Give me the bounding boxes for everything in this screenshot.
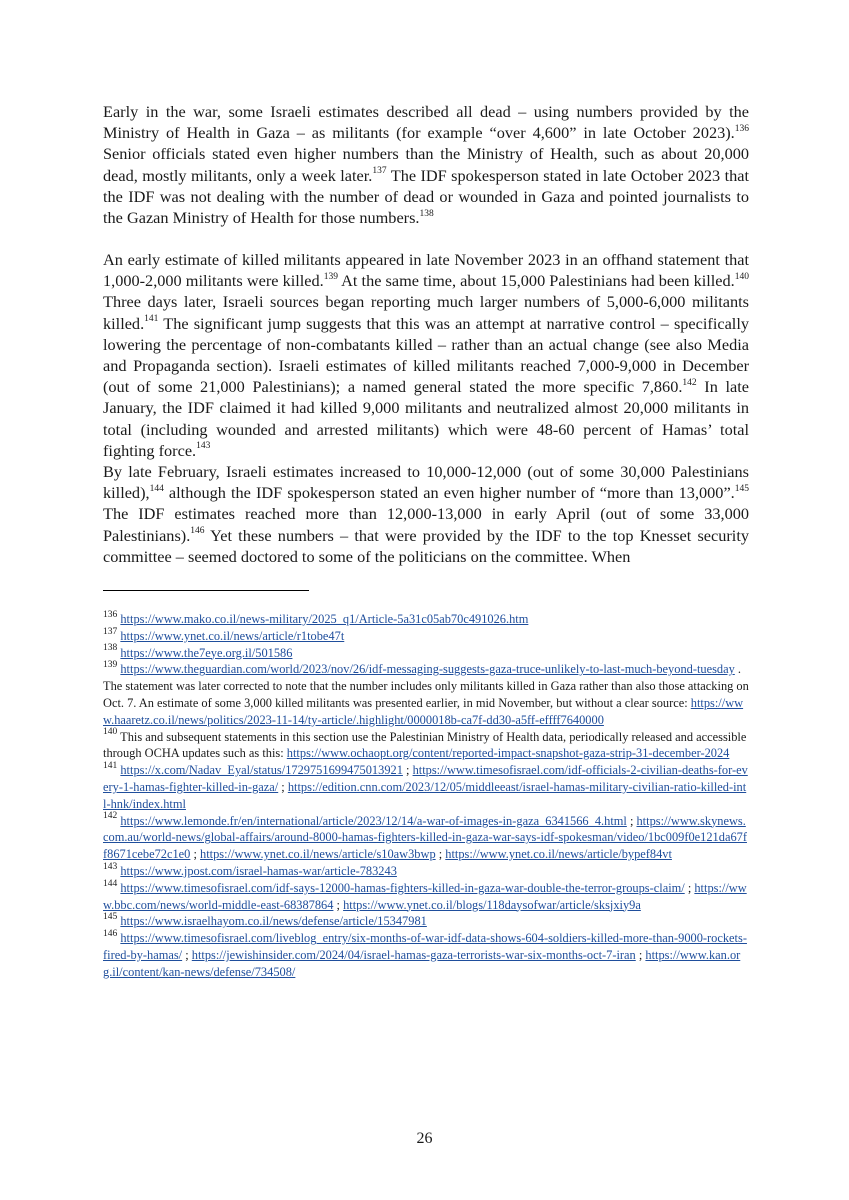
footnote-link[interactable]: https://www.kan.org.il/content/kan-news/defense/734508/ (103, 947, 741, 979)
paragraph-text: The significant jump suggests that this was an attempt at narrative control – specifically lowering the percentage of non-combatants killed – rather than an actual change (see also Media and Propaganda section). Israeli estimates of killed militants reached 7,000-9,000 in December (out of some 21,000 Palestinians); a named general stated the more specific 7,860. (103, 313, 749, 397)
footnote-link[interactable]: https://www.theguardian.com/world/2023/nov/26/idf-messaging-suggests-gaza-truce-unlikely-to-last-much-beyond-tuesday (120, 662, 735, 677)
paragraph-text: In late January, the IDF claimed it had killed 9,000 militants and neutralized almost 20,000 militants in total (including wounded and arrested militants) which were 48-60 percent of Hamas’ total fighting force. (103, 377, 749, 460)
footnote-text: ; (635, 947, 646, 962)
footnote-number: 146 (103, 929, 118, 940)
footnote-text: ; (435, 847, 446, 862)
footnote-text: ; (333, 897, 344, 912)
footnote-ref[interactable]: 146 (190, 526, 205, 537)
footnote-142 (103, 813, 749, 863)
footnote-ref[interactable]: 142 (682, 377, 697, 388)
footnote-number: 137 (103, 626, 118, 637)
footnote-separator (103, 590, 309, 591)
paragraph-text: The IDF spokesperson stated in late October 2023 that the IDF was not dealing with the number of dead or wounded in Gaza and pointed journalists to the Gazan Ministry of Health for those numbers. (103, 165, 749, 228)
footnote-link[interactable]: https://www.bbc.com/news/world-middle-east-68387864 (103, 880, 747, 912)
body-paragraph (103, 101, 749, 228)
footnote-ref[interactable]: 136 (734, 123, 749, 134)
footnote-link[interactable]: https://www.jpost.com/israel-hamas-war/article-783243 (120, 863, 397, 878)
footnote-ref[interactable]: 137 (372, 166, 387, 177)
footnote-link[interactable]: https://www.skynews.com.au/world-news/global-affairs/around-8000-hamas-fighters-killed-in-gaza-war-says-idf-spokesman/video/1bc009f0e121da67ff8671cebe72c1e0 (103, 813, 747, 862)
footnote-text: . The statement was later corrected to note that the number includes only militants killed in Gaza rather than also those attacking on Oct. 7. An estimate of some 3,000 killed militants was presented earlier, in mid November, but without a clear source: (103, 662, 749, 710)
footnote-ref[interactable]: 145 (734, 483, 749, 494)
footnote-144 (103, 880, 749, 914)
footnote-link[interactable]: https://www.the7eye.org.il/501586 (120, 645, 293, 660)
footnote-text: ; (626, 813, 637, 828)
footnote-ref[interactable]: 141 (144, 314, 159, 325)
paragraph-text: although the IDF spokesperson stated an even higher number of “more than 13,000”. (163, 483, 735, 503)
footnote-ref[interactable]: 143 (196, 441, 211, 452)
footnote-link[interactable]: https://www.ynet.co.il/news/article/bypef84vt (445, 847, 672, 862)
footnote-text: This and subsequent statements in this section use the Palestinian Ministry of Health data, periodically released and accessible through OCHA updates such as this: (103, 729, 747, 761)
footnote-136 (103, 611, 749, 628)
paragraph-text: Three days later, Israeli sources began reporting much larger numbers of 5,000-6,000 militants killed. (103, 292, 749, 333)
footnote-138 (103, 645, 749, 662)
footnote-143 (103, 863, 749, 880)
footnote-link[interactable]: https://www.israelhayom.co.il/news/defense/article/15347981 (120, 914, 427, 929)
body-paragraph (103, 461, 749, 567)
footnote-text: ; (182, 947, 192, 962)
footnote-link[interactable]: https://x.com/Nadav_Eyal/status/1729751699475013921 (120, 763, 403, 778)
footnote-145 (103, 913, 749, 930)
footnote-number: 144 (103, 878, 118, 889)
footnote-number: 139 (103, 660, 118, 671)
body-paragraph (103, 249, 749, 461)
paragraph-text: Early in the war, some Israeli estimates described all dead – using numbers provided by the Ministry of Health in Gaza – as militants (for example “over 4,600” in late October 2023). (103, 102, 749, 143)
paragraph-text: An early estimate of killed militants appeared in late November 2023 in an offhand statement that 1,000-2,000 militants were killed. (103, 250, 749, 291)
footnote-link[interactable]: https://www.ynet.co.il/blogs/118daysofwar/article/sksjxiy9a (343, 897, 641, 912)
paragraph-text: At the same time, about 15,000 Palestinians had been killed. (337, 271, 735, 291)
footnote-link[interactable]: https://www.ynet.co.il/news/article/s10aw3bwp (200, 847, 436, 862)
footnote-link[interactable]: https://jewishinsider.com/2024/04/israel-hamas-gaza-terrorists-war-six-months-oct-7-iran (191, 947, 636, 962)
footnotes (103, 611, 749, 981)
footnote-link[interactable]: https://www.timesofisrael.com/idf-officials-2-civilian-deaths-for-every-1-hamas-fighter-killed-in-gaza/ (103, 763, 748, 794)
footnote-146 (103, 930, 749, 980)
footnote-number: 142 (103, 811, 118, 822)
paragraph-text: The IDF estimates reached more than 12,000-13,000 in early April (out of some 33,000 Palestinians). (103, 504, 749, 545)
footnote-link[interactable]: https://www.lemonde.fr/en/international/article/2023/12/14/a-war-of-images-in-gaza_6341566_4.html (120, 813, 627, 828)
footnote-141 (103, 762, 749, 812)
paragraph-text: By late February, Israeli estimates increased to 10,000-12,000 (out of some 30,000 Palestinians killed), (103, 462, 749, 503)
footnote-text: ; (190, 847, 201, 862)
footnote-139 (103, 661, 749, 728)
footnote-text: ; (402, 763, 413, 778)
footnote-ref[interactable]: 139 (323, 271, 338, 282)
footnote-text: ; (278, 779, 288, 794)
footnote-ref[interactable]: 138 (419, 208, 434, 219)
footnote-number: 141 (103, 761, 118, 772)
footnote-ref[interactable]: 144 (149, 483, 164, 494)
footnote-number: 138 (103, 643, 118, 654)
footnote-number: 145 (103, 912, 118, 923)
footnote-137 (103, 628, 749, 645)
paragraph-text: Yet these numbers – that were provided by the IDF to the top Knesset security committee – seemed doctored to some of the politicians on the committee. When (103, 525, 749, 566)
paragraph-text: Senior officials stated even higher numbers than the Ministry of Health, such as about 20,000 dead, mostly militants, only a week later. (103, 144, 749, 185)
footnote-link[interactable]: https://www.ochaopt.org/content/reported-impact-snapshot-gaza-strip-31-december-2024 (286, 746, 730, 761)
footnote-link[interactable]: https://edition.cnn.com/2023/12/05/middleeast/israel-hamas-military-civilian-ratio-killed-intl-hnk/index.html (103, 779, 747, 811)
footnote-link[interactable]: https://www.haaretz.co.il/news/politics/2023-11-14/ty-article/.highlight/0000018b-ca7f-dd30-a5ff-effff7640000 (103, 695, 744, 727)
footnote-text: ; (684, 880, 695, 895)
footnote-ref[interactable]: 140 (734, 271, 749, 282)
footnote-link[interactable]: https://www.ynet.co.il/news/article/r1tobe47t (120, 628, 345, 643)
page-number: 26 (416, 1130, 433, 1147)
footnote-140 (103, 729, 749, 763)
footnote-number: 140 (103, 727, 118, 738)
footnote-number: 136 (103, 609, 118, 620)
footnote-link[interactable]: https://www.timesofisrael.com/idf-says-12000-hamas-fighters-killed-in-gaza-war-double-the-terror-groups-claim/ (120, 880, 685, 895)
footnote-link[interactable]: https://www.timesofisrael.com/liveblog_entry/six-months-of-war-idf-data-shows-604-soldiers-killed-more-than-9000-rockets-fired-by-hamas/ (103, 931, 747, 962)
footnote-link[interactable]: https://www.mako.co.il/news-military/2025_q1/Article-5a31c05ab70c491026.htm (120, 612, 529, 626)
footnote-number: 143 (103, 861, 118, 872)
